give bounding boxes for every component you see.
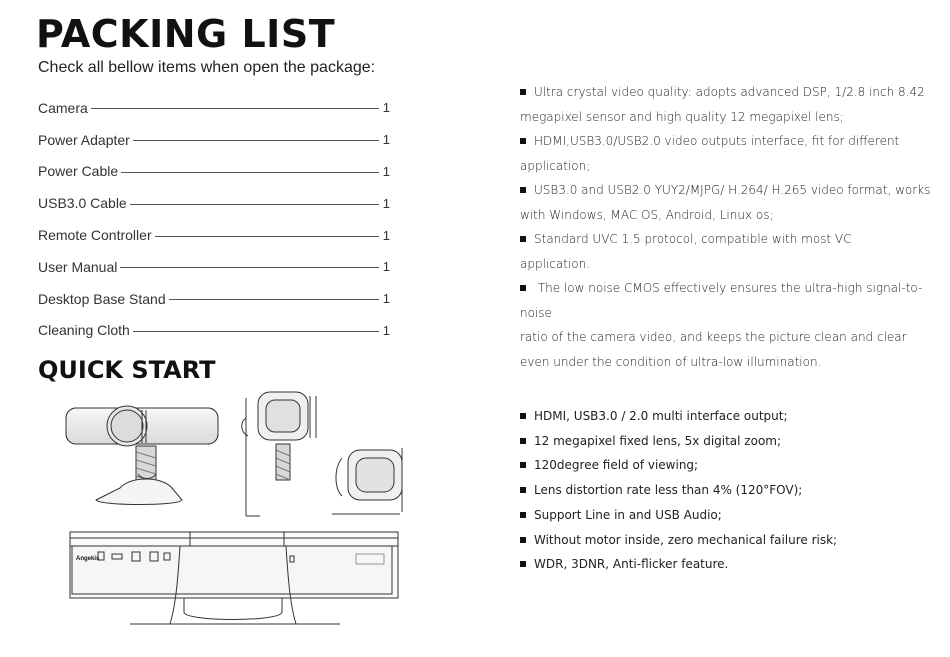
feature-text: HDMI,USB3.0/USB2.0 video outputs interface, fit for different <box>534 134 900 148</box>
quick-start-title: QUICK START <box>38 356 216 384</box>
feature-item-cont <box>520 105 948 130</box>
spec-text: 12 megapixel fixed lens, 5x digital zoom; <box>534 433 782 448</box>
feature-text: ratio of the camera video, and keeps the picture clean and clear <box>520 330 907 344</box>
feature-item-cont <box>520 325 948 350</box>
spec-item <box>520 429 940 454</box>
monitor-with-camera-drawing <box>70 532 398 624</box>
bullet-square-icon <box>520 236 526 242</box>
bullet-square-icon <box>520 413 526 419</box>
feature-item <box>520 178 948 203</box>
bullet-square-icon <box>520 462 526 468</box>
packing-list <box>38 92 390 346</box>
spec-item <box>520 503 940 528</box>
feature-item-cont <box>520 252 948 277</box>
packing-item-qty: 1 <box>382 132 390 148</box>
packing-item <box>38 92 390 124</box>
feature-text: USB3.0 and USB2.0 YUY2/MJPG/ H.264/ H.265 video format, works <box>534 183 931 197</box>
device-logo: Angekis <box>76 556 100 562</box>
leader-line <box>120 267 379 268</box>
bullet-square-icon <box>520 537 526 543</box>
spec-text: Support Line in and USB Audio; <box>534 507 722 522</box>
camera-monitor-mount-drawing <box>332 448 402 514</box>
bullet-square-icon <box>520 89 526 95</box>
packing-item-qty: 1 <box>382 163 390 179</box>
spec-text: WDR, 3DNR, Anti-flicker feature. <box>534 557 729 572</box>
packing-item <box>38 315 390 347</box>
bullet-square-icon <box>520 187 526 193</box>
spec-text: 120degree field of viewing; <box>534 458 699 473</box>
bullet-square-icon <box>520 487 526 493</box>
packing-list-title: PACKING LIST <box>36 12 336 56</box>
feature-text: The low noise CMOS effectively ensures the ultra-high signal-to-noise <box>520 281 923 320</box>
spec-item <box>520 404 940 429</box>
spec-item <box>520 528 940 553</box>
spec-item <box>520 552 940 577</box>
feature-item <box>520 80 948 105</box>
packing-item-name: USB3.0 Cable <box>38 195 127 212</box>
feature-item-cont <box>520 203 948 228</box>
packing-item-name: User Manual <box>38 258 118 275</box>
packing-item-qty: 1 <box>382 227 390 243</box>
packing-item-qty: 1 <box>382 259 390 275</box>
packing-item-name: Camera <box>38 99 88 116</box>
packing-item-name: Remote Controller <box>38 227 152 244</box>
packing-item-qty: 1 <box>382 100 390 116</box>
packing-list-subtitle: Check all bellow items when open the package: <box>38 59 376 76</box>
feature-text: even under the condition of ultra-low illumination. <box>520 354 822 369</box>
feature-item <box>520 129 948 154</box>
leader-line <box>169 299 379 300</box>
leader-line <box>155 236 379 237</box>
packing-item-name: Power Adapter <box>38 131 130 148</box>
packing-item <box>38 156 390 188</box>
feature-text: application. <box>520 256 591 271</box>
feature-item-cont <box>520 154 948 179</box>
feature-text: with Windows, MAC OS, Android, Linux os; <box>520 207 774 222</box>
packing-item-qty: 1 <box>382 322 390 338</box>
spec-text: Without motor inside, zero mechanical failure risk; <box>534 532 838 547</box>
packing-item-name: Cleaning Cloth <box>38 322 130 339</box>
packing-item <box>38 219 390 251</box>
camera-on-stand-drawing <box>66 406 218 505</box>
feature-item-cont <box>520 350 948 375</box>
bullet-square-icon <box>520 438 526 444</box>
packing-item-name: Desktop Base Stand <box>38 290 166 307</box>
camera-side-view-drawing <box>242 392 316 516</box>
feature-item <box>520 276 948 325</box>
spec-item <box>520 478 940 503</box>
bullet-square-icon <box>520 561 526 567</box>
spec-text: Lens distortion rate less than 4% (120°FOV); <box>534 483 803 498</box>
packing-item <box>38 124 390 156</box>
spec-text: HDMI, USB3.0 / 2.0 multi interface output; <box>534 409 788 423</box>
bullet-square-icon <box>520 285 526 291</box>
feature-text: megapixel sensor and high quality 12 megapixel lens; <box>520 109 844 124</box>
feature-text: Standard UVC 1.5 protocol, compatible with most VC <box>534 232 852 246</box>
packing-item-qty: 1 <box>382 291 390 307</box>
spec-item <box>520 453 940 478</box>
leader-line <box>133 331 379 332</box>
packing-item-name: Power Cable <box>38 163 119 180</box>
packing-item <box>38 251 390 283</box>
leader-line <box>91 108 379 109</box>
packing-item <box>38 283 390 315</box>
bullet-square-icon <box>520 512 526 518</box>
leader-line <box>130 204 379 205</box>
feature-text: Ultra crystal video quality: adopts advanced DSP, 1/2.8 inch 8.42 <box>534 85 925 99</box>
packing-item <box>38 187 390 219</box>
camera-installation-illustration <box>60 388 405 628</box>
bullet-square-icon <box>520 138 526 144</box>
packing-item-qty: 1 <box>382 195 390 211</box>
feature-text: application; <box>520 158 591 173</box>
leader-line <box>121 172 379 173</box>
leader-line <box>133 140 379 141</box>
specs-list <box>520 404 940 577</box>
feature-item <box>520 227 948 252</box>
features-list <box>520 80 948 374</box>
